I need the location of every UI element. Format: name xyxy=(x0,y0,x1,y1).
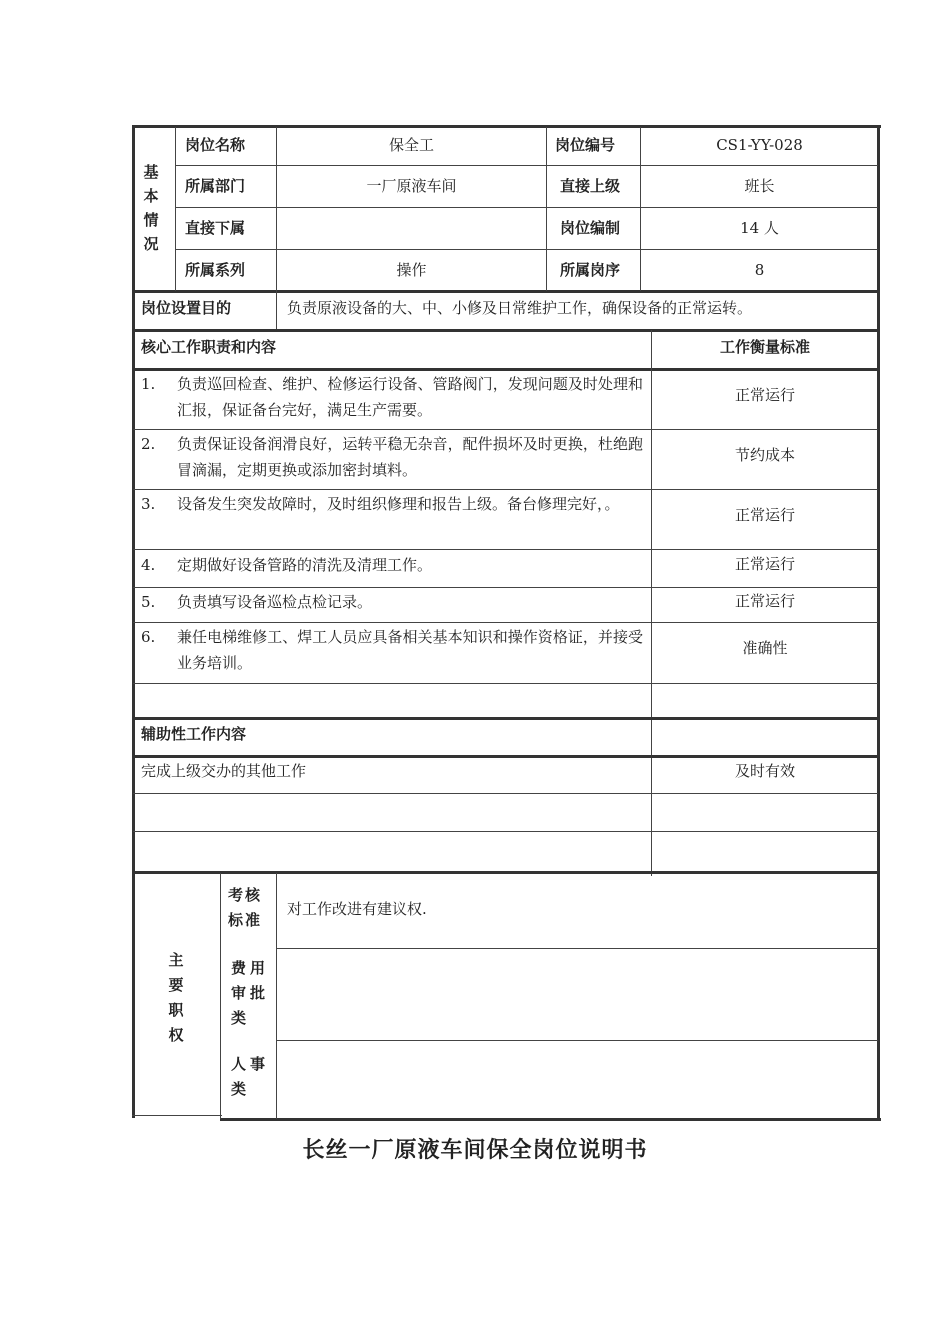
duty-number: 5. xyxy=(141,593,156,611)
duty-text: 设备发生突发故障时，及时组织修理和报告上级。备台修理完好，。 xyxy=(177,495,620,513)
field-label: 直接上级 xyxy=(560,177,621,195)
field-value: CS1-YY-028 xyxy=(716,136,803,154)
field-label: 直接下属 xyxy=(185,219,246,237)
core-duties-header: 核心工作职责和内容 xyxy=(141,338,277,356)
field-label: 所属岗序 xyxy=(560,261,621,279)
duty-standard: 准确性 xyxy=(742,639,788,657)
field-label: 所属系列 xyxy=(185,261,246,279)
field-label: 所属部门 xyxy=(185,177,246,195)
duty-number: 1. xyxy=(141,375,156,393)
duty-item xyxy=(141,589,643,619)
duty-standard: 正常运行 xyxy=(734,506,795,524)
authority-label: 主要职权 xyxy=(168,951,184,1044)
field-label: 岗位编制 xyxy=(560,219,621,237)
duty-standard: 正常运行 xyxy=(734,386,795,404)
duty-number: 6. xyxy=(141,628,156,646)
purpose-label: 岗位设置目的 xyxy=(141,299,232,317)
duty-item xyxy=(141,371,643,427)
duty-number: 2. xyxy=(141,435,156,453)
duty-item xyxy=(141,491,643,547)
duty-text: 定期做好设备管路的清洗及清理工作。 xyxy=(177,556,433,574)
duty-number: 4. xyxy=(141,556,156,574)
standard-header: 工作衡量标准 xyxy=(719,338,810,356)
duty-text: 负责保证设备润滑良好，运转平稳无杂音，配件损坏及时更换，杜绝跑冒滴漏，定期更换或添加密封填料。 xyxy=(177,435,643,479)
auxiliary-standard: 及时有效 xyxy=(734,762,795,780)
duty-text: 兼任电梯维修工、焊工人员应具备相关基本知识和操作资格证，并接受业务培训。 xyxy=(177,628,643,672)
auxiliary-header: 辅助性工作内容 xyxy=(141,725,247,743)
purpose-text: 负责原液设备的大、中、小修及日常维护工作，确保设备的正常运转。 xyxy=(287,299,753,317)
field-value: 班长 xyxy=(744,177,775,195)
document-title: 长丝一厂原液车间保全岗位说明书 xyxy=(302,1138,648,1163)
duty-item xyxy=(141,431,643,487)
duty-text: 负责填写设备巡检点检记录。 xyxy=(177,593,373,611)
duty-item xyxy=(141,624,643,680)
authority-row-text: 对工作改进有建议权. xyxy=(287,900,427,918)
duty-number: 3. xyxy=(141,495,156,513)
field-value: 14 人 xyxy=(740,219,779,237)
authority-row-label: 考核标准 xyxy=(228,886,263,929)
duty-item xyxy=(141,552,643,582)
field-label: 岗位名称 xyxy=(185,136,246,154)
field-value: 操作 xyxy=(396,261,427,279)
duty-standard: 正常运行 xyxy=(734,592,795,610)
duty-text: 负责巡回检查、维护、检修运行设备、管路阀门，发现问题及时处理和汇报，保证备台完好，满足生产需要。 xyxy=(177,375,643,419)
field-value: 一厂原液车间 xyxy=(366,177,457,195)
duty-standard: 节约成本 xyxy=(734,446,795,464)
field-label: 岗位编号 xyxy=(555,136,616,154)
authority-row-label: 费用审批类 xyxy=(231,959,270,1027)
authority-row-label: 人事类 xyxy=(231,1055,270,1098)
field-value: 8 xyxy=(754,261,765,279)
basic-info-label: 基本情况 xyxy=(143,163,159,253)
auxiliary-text: 完成上级交办的其他工作 xyxy=(141,762,307,780)
duty-standard: 正常运行 xyxy=(734,555,795,573)
field-value: 保全工 xyxy=(388,136,434,154)
